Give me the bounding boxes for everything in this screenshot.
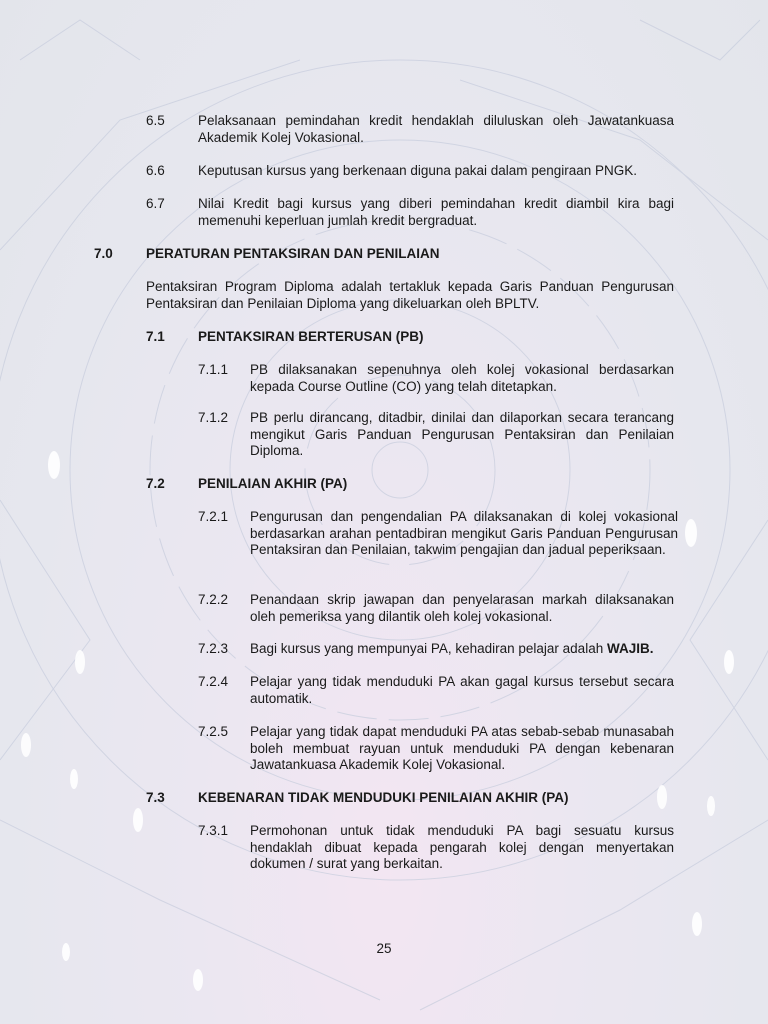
- clause-number: 7.2.5: [198, 724, 229, 739]
- clause-number: 7.1.2: [198, 410, 229, 425]
- clause-text: PB dilaksanakan sepenuhnya oleh kolej vokasional berdasarkan kepada Course Outline (CO) yang telah ditetapkan.: [250, 362, 674, 394]
- clause-text: Pengurusan dan pengendalian PA dilaksanakan di kolej vokasional berdasarkan arahan pentadbiran mengikut Garis Panduan Pengurusan Pentaksiran dan Penilaian, takwim pengajian dan jadual peperiksaan.: [250, 509, 678, 557]
- clause-text: Nilai Kredit bagi kursus yang diberi pemindahan kredit diambil kira bagi memenuhi keperluan jumlah kredit bergraduat.: [198, 196, 674, 228]
- clause-number: 6.6: [146, 163, 165, 178]
- clause-number: 7.2.3: [198, 641, 229, 656]
- paragraph-text: Pentaksiran Program Diploma adalah tertakluk kepada Garis Panduan Pengurusan Pentaksiran dan Penilaian Diploma yang dikeluarkan oleh BPLTV.: [146, 279, 674, 311]
- clause-text: Permohonan untuk tidak menduduki PA bagi sesuatu kursus hendaklah dibuat kepada pengarah kolej dengan menyertakan dokumen / surat yang berkaitan.: [250, 823, 674, 871]
- clause-number: 7.2.4: [198, 674, 229, 689]
- clause-number: 7.1.1: [198, 362, 229, 377]
- clause-text: Pelajar yang tidak menduduki PA akan gagal kursus tersebut secara automatik.: [250, 674, 674, 706]
- clause-text: Pelajar yang tidak dapat menduduki PA atas sebab-sebab munasabah boleh membuat rayuan untuk menduduki PA dengan kebenaran Jawatankuasa Akademik Kolej Vokasional.: [250, 724, 674, 772]
- clause-number: 7.3.1: [198, 823, 229, 838]
- clause-text: [250, 641, 674, 658]
- page-number: 25: [376, 941, 392, 956]
- section-number: 7.0: [94, 246, 113, 261]
- clause-number: 6.5: [146, 113, 165, 128]
- section-title: PENTAKSIRAN BERTERUSAN (PB): [198, 329, 424, 344]
- clause-number: 7.2.2: [198, 592, 229, 607]
- clause-text: Penandaan skrip jawapan dan penyelarasan markah dilaksanakan oleh pemeriksa yang dilantik oleh kolej vokasional.: [250, 592, 674, 624]
- section-number: 7.3: [146, 790, 165, 805]
- clause-text: PB perlu dirancang, ditadbir, dinilai dan dilaporkan secara terancang mengikut Garis Panduan Pengurusan Pentaksiran dan Penilaian Diploma.: [250, 410, 674, 458]
- section-number: 7.2: [146, 476, 165, 491]
- clause-text-emphasis: WAJIB.: [606, 641, 654, 656]
- section-title: KEBENARAN TIDAK MENDUDUKI PENILAIAN AKHIR (PA): [198, 790, 569, 805]
- clause-text: Pelaksanaan pemindahan kredit hendaklah diluluskan oleh Jawatankuasa Akademik Kolej Vokasional.: [198, 113, 674, 145]
- section-title: PERATURAN PENTAKSIRAN DAN PENILAIAN: [146, 246, 440, 261]
- clause-text-regular: Bagi kursus yang mempunyai PA, kehadiran pelajar adalah: [250, 641, 604, 656]
- clause-number: 6.7: [146, 196, 165, 211]
- clause-text: Keputusan kursus yang berkenaan diguna pakai dalam pengiraan PNGK.: [198, 163, 638, 178]
- section-number: 7.1: [146, 329, 165, 344]
- section-title: PENILAIAN AKHIR (PA): [198, 476, 348, 491]
- clause-number: 7.2.1: [198, 509, 229, 524]
